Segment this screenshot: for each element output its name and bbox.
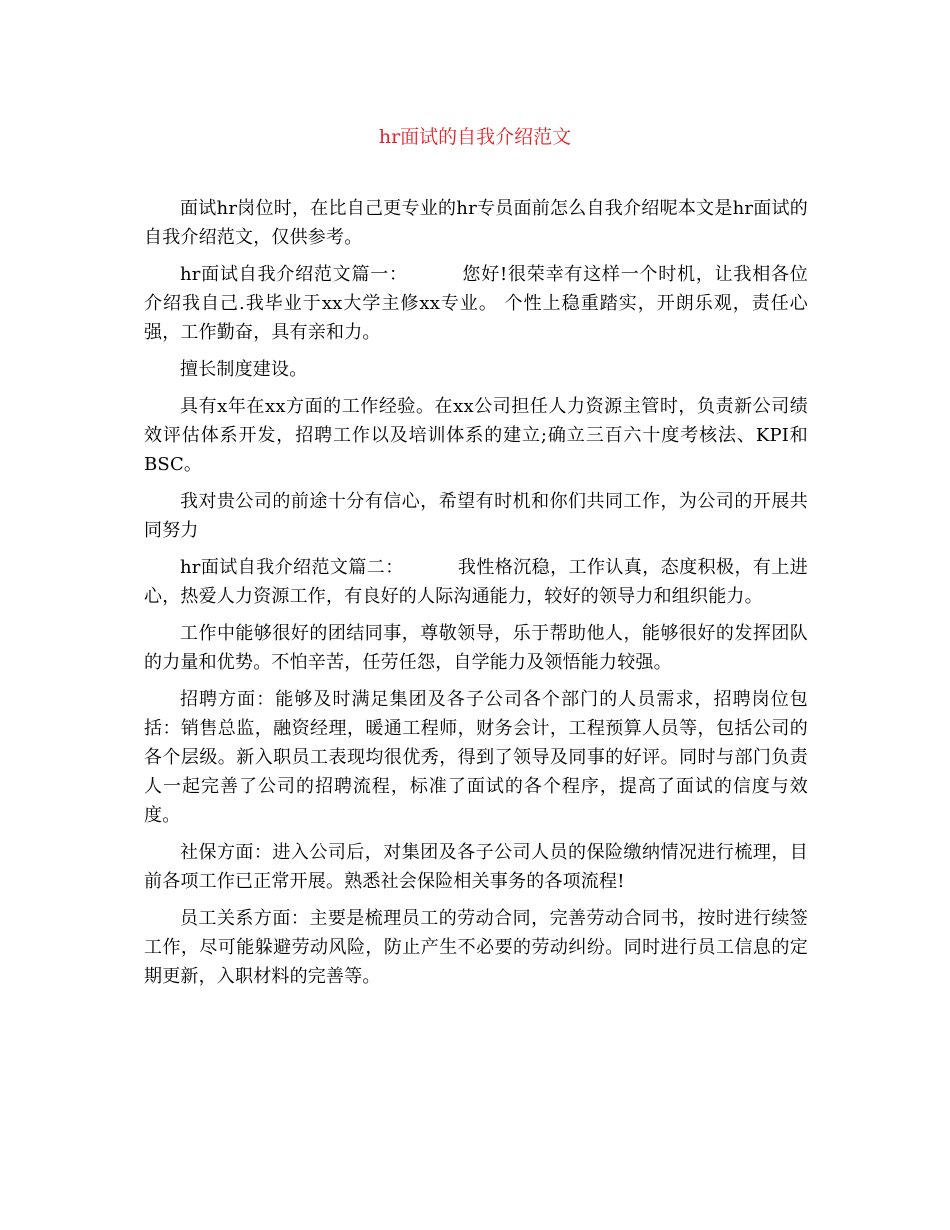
sample-one-text: 您好!很荣幸有这样一个时机，让我相各位介绍我自己.我毕业于xx大学主修xx专业。: [144, 264, 808, 314]
sample-one-personality: 个性上稳重踏实，开朗乐观，责任心强，工作勤奋，具有亲和力。: [144, 293, 809, 343]
document-body: [144, 194, 808, 999]
document-title: hr面试的自我介绍范文: [378, 126, 572, 148]
paragraph-employee-relations: 员工关系方面：主要是梳理员工的劳动合同，完善劳动合同书，按时进行续签工作，尽可能躲避劳动风险，防止产生不必要的劳动纠纷。同时进行员工信息的定期更新，入职材料的完善等。: [144, 908, 808, 987]
paragraph-system-building: 擅长制度建设。: [180, 359, 308, 380]
paragraph-intro: 面试hr岗位时，在比自己更专业的hr专员面前怎么自我介绍呢本文是hr面试的自我介绍范文，仅供参考。: [144, 198, 808, 248]
paragraph-recruitment: 招聘方面：能够及时满足集团及各子公司各个部门的人员需求，招聘岗位包括：销售总监，融资经理，暖通工程师，财务会计，工程预算人员等，包括公司的各个层级。新入职员工表现均很优秀，得到了领导及同事的好评。同时与部门负责人一起完善了公司的招聘流程，标准了面试的各个程序，提高了面试的信度与效度。: [144, 689, 808, 826]
sample-one-heading: hr面试自我介绍范文篇一：: [180, 264, 408, 285]
paragraph-experience: 具有x年在xx方面的工作经验。在xx公司担任人力资源主管时，负责新公司绩效评估体系开发，招聘工作以及培训体系的建立;确立三百六十度考核法、KPI和BSC。: [144, 396, 808, 475]
paragraph-teamwork: 工作中能够很好的团结同事，尊敬领导，乐于帮助他人，能够很好的发挥团队的力量和优势。不怕辛苦，任劳任怨，自学能力及领悟能力较强。: [144, 623, 808, 673]
sample-two-text: 我性格沉稳，工作认真，态度积极，有上进心，热爱人力资源工作，有良好的人际沟通能力，较好的领导力和组织能力。: [144, 557, 808, 607]
sample-two-heading: hr面试自我介绍范文篇二：: [180, 557, 404, 578]
paragraph-sample-one: [144, 260, 808, 347]
paragraph-social-insurance: 社保方面：进入公司后，对集团及各子公司人员的保险缴纳情况进行梳理，目前各项工作已正常开展。熟悉社会保险相关事务的各项流程!: [144, 842, 808, 892]
paragraph-sample-two: [144, 553, 808, 611]
paragraph-confidence: 我对贵公司的前途十分有信心，希望有时机和你们共同工作，为公司的开展共同努力: [144, 491, 808, 541]
